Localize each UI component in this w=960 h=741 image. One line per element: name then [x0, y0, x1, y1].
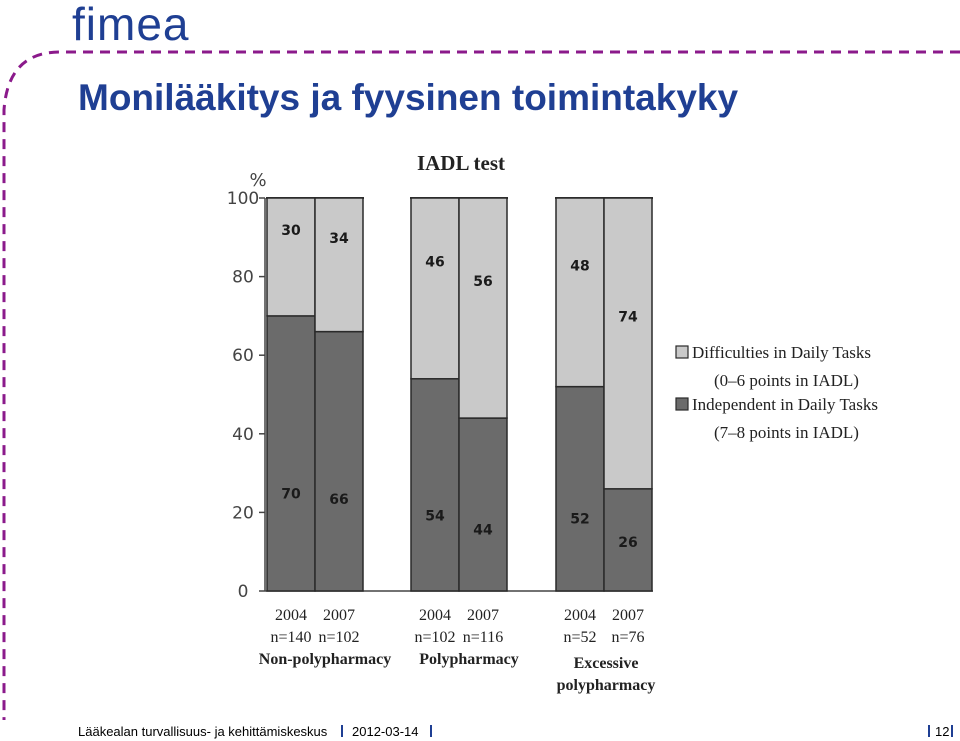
legend-sublabel: (7–8 points in IADL)	[714, 423, 859, 442]
x-tick-n: n=76	[611, 629, 645, 646]
group-label: Non-polypharmacy	[258, 651, 392, 668]
x-tick-year: 2004	[419, 607, 451, 624]
data-label-difficulties: 30	[281, 222, 301, 239]
y-tick-label: 20	[232, 503, 254, 524]
x-tick-year: 2007	[612, 607, 644, 624]
data-label-independent: 66	[329, 492, 349, 509]
y-tick-label: 0	[237, 582, 249, 602]
data-label-difficulties: 34	[329, 230, 349, 247]
data-label-independent: 26	[618, 535, 638, 551]
data-label-difficulties: 46	[425, 254, 445, 271]
group-label-line2: polypharmacy	[556, 677, 656, 694]
footer-separator	[928, 725, 930, 737]
y-tick-label: 40	[232, 424, 254, 445]
bar-independent	[411, 379, 459, 591]
chart-title: IADL test	[416, 151, 506, 175]
bar-difficulties	[556, 198, 604, 387]
fimea-logo: fimea	[72, 0, 190, 50]
y-tick-label: 80	[232, 267, 254, 288]
footer-separator	[341, 725, 343, 737]
x-tick-n: n=102	[414, 629, 456, 646]
y-tick-label: 60	[232, 346, 254, 367]
footer	[0, 723, 960, 741]
x-tick-year: 2004	[564, 607, 596, 624]
footer-date: 2012-03-14	[352, 724, 419, 739]
footer-separator	[951, 725, 953, 737]
bar-difficulties	[315, 198, 363, 332]
bar-difficulties	[459, 198, 507, 418]
y-tick-label: 100	[226, 189, 260, 209]
data-label-difficulties: 48	[570, 258, 590, 275]
x-tick-n: n=116	[462, 629, 504, 646]
bar-independent	[315, 332, 363, 591]
legend-sublabel: (0–6 points in IADL)	[714, 371, 859, 390]
footer-page-number: 12	[935, 724, 950, 739]
data-label-independent: 70	[281, 486, 301, 503]
footer-organization: Lääkealan turvallisuus- ja kehittämiskeskus	[78, 724, 328, 739]
bar-independent	[459, 418, 507, 591]
group-label: Polypharmacy	[419, 651, 519, 668]
bar-difficulties	[267, 198, 315, 316]
x-tick-n: n=102	[318, 629, 360, 646]
data-label-difficulties: 56	[473, 274, 493, 291]
bar-independent	[267, 316, 315, 591]
bar-independent	[556, 387, 604, 591]
legend-label: Difficulties in Daily Tasks	[692, 343, 872, 362]
y-axis-label: %	[249, 170, 267, 191]
bar-difficulties	[411, 198, 459, 379]
page-title: Monilääkitys ja fyysinen toimintakyky	[78, 77, 739, 118]
data-label-independent: 44	[473, 522, 493, 539]
data-label-independent: 52	[570, 511, 590, 528]
bar-difficulties	[604, 198, 652, 489]
x-tick-year: 2004	[275, 607, 307, 624]
legend-swatch	[676, 346, 688, 358]
x-tick-year: 2007	[467, 607, 499, 624]
footer-separator	[430, 725, 432, 737]
group-label-line1: Excessive	[573, 655, 639, 672]
data-label-difficulties: 74	[618, 309, 638, 326]
x-tick-year: 2007	[323, 607, 355, 624]
legend-swatch	[676, 398, 688, 410]
x-tick-n: n=52	[563, 629, 597, 646]
legend-label: Independent in Daily Tasks	[692, 395, 878, 414]
data-label-independent: 54	[425, 508, 445, 525]
x-tick-n: n=140	[270, 629, 312, 646]
